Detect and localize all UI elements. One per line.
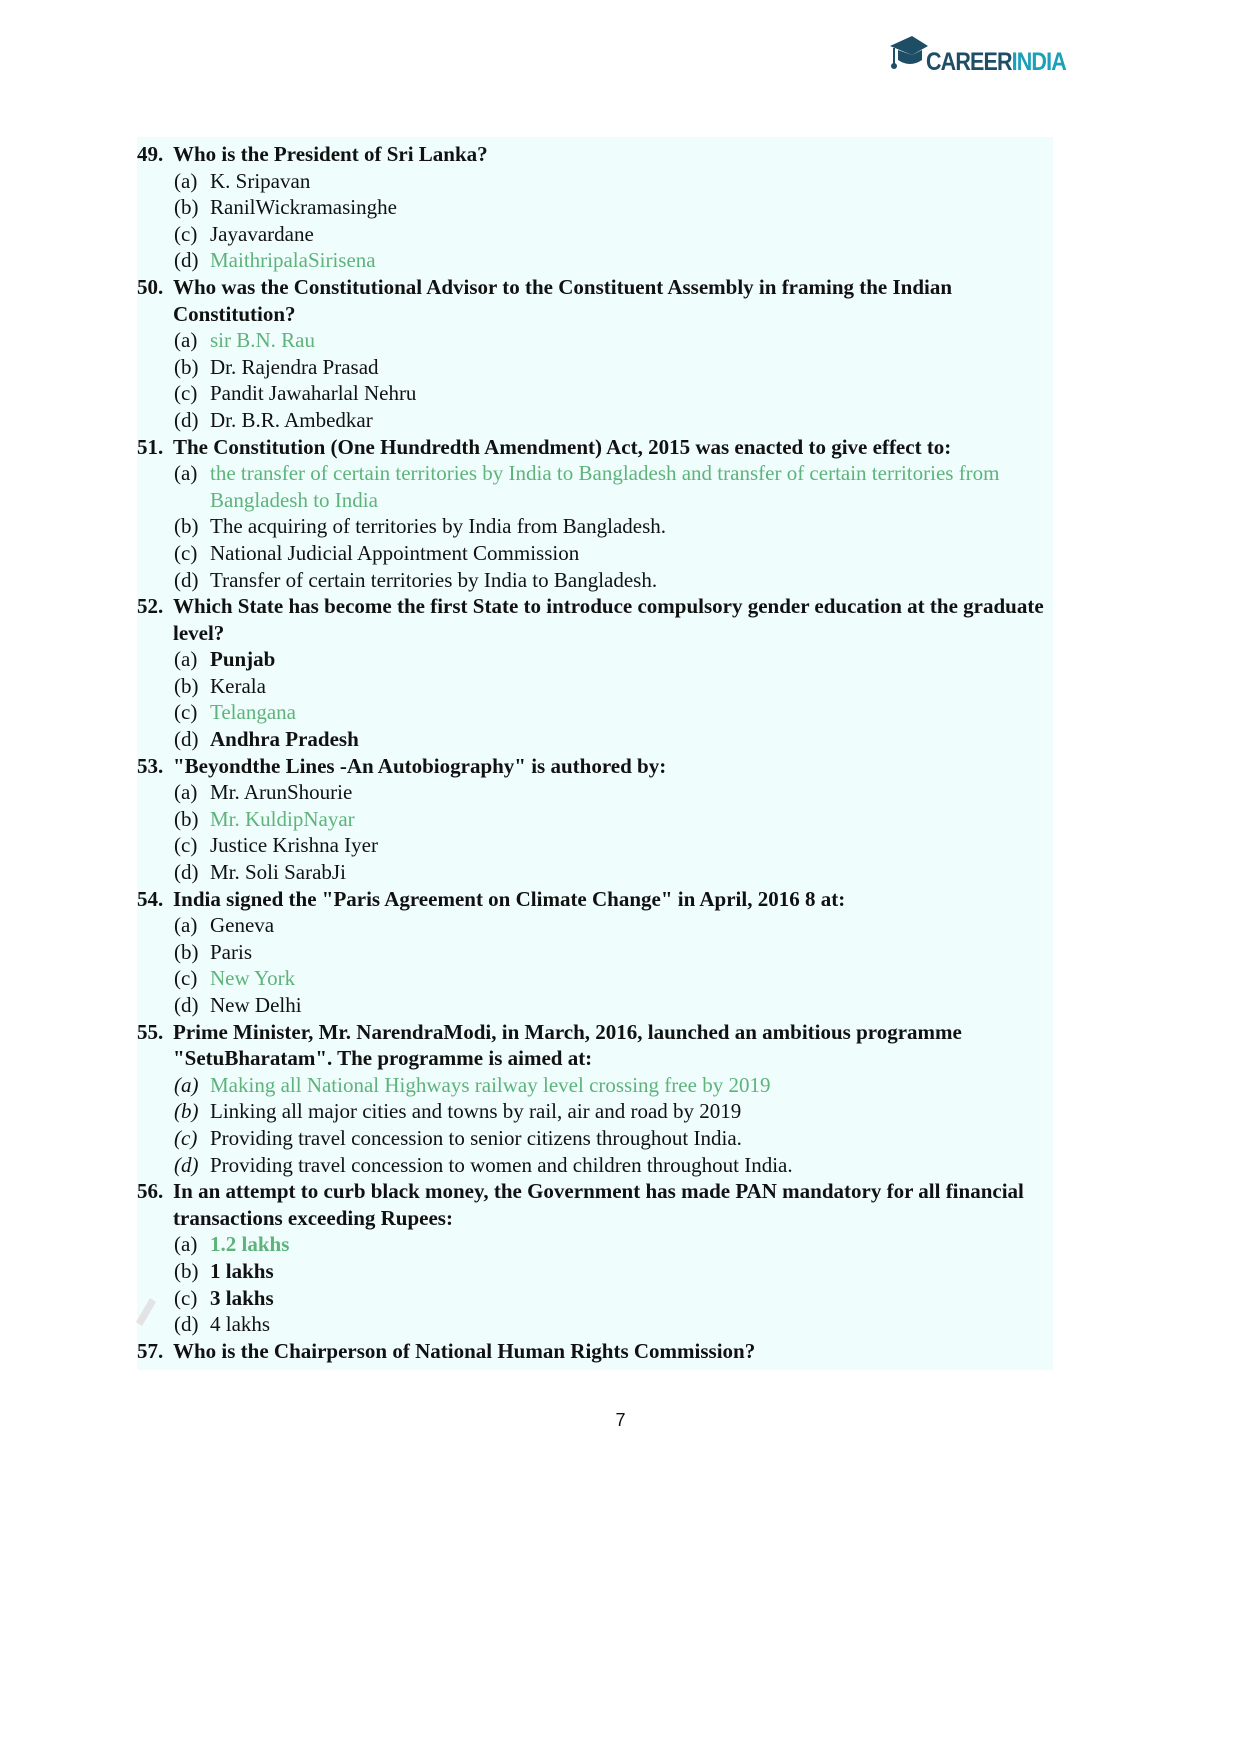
option xyxy=(137,194,1053,221)
option-label: (d) xyxy=(174,860,199,885)
question-text xyxy=(137,753,1053,780)
question-stem: Prime Minister, Mr. NarendraModi, in March, 2016, launched an ambitious programme "SetuBharatam". The programme is aimed at: xyxy=(173,1019,962,1071)
option xyxy=(137,939,1053,966)
option-text: 1.2 lakhs xyxy=(210,1232,290,1257)
careerindia-logo xyxy=(888,32,1088,84)
option xyxy=(137,513,1053,540)
option-label: (c) xyxy=(174,540,198,565)
option-label: (d) xyxy=(174,1312,199,1337)
option-correct xyxy=(137,806,1053,833)
option-text: Making all National Highways railway level crossing free by 2019 xyxy=(210,1072,771,1097)
option-label: (b) xyxy=(174,806,199,831)
option-correct xyxy=(137,1231,1053,1258)
option-text: New York xyxy=(210,966,296,991)
question-text xyxy=(137,1338,1053,1365)
option-text: Dr. B.R. Ambedkar xyxy=(210,407,373,432)
option xyxy=(137,1152,1053,1179)
option-text: Pandit Jawaharlal Nehru xyxy=(210,381,417,406)
option-label: (a) xyxy=(174,168,198,193)
option xyxy=(137,1258,1053,1285)
option-text: Paris xyxy=(210,939,252,964)
question-55 xyxy=(137,1019,1053,1179)
option xyxy=(137,1311,1053,1338)
option-label: (a) xyxy=(174,1232,198,1257)
option-text: Linking all major cities and towns by rail, air and road by 2019 xyxy=(210,1099,742,1124)
question-number: 52. xyxy=(137,594,164,619)
question-number: 53. xyxy=(137,753,164,778)
question-list xyxy=(137,141,1053,1364)
option-text: Punjab xyxy=(210,647,276,672)
option xyxy=(137,354,1053,381)
watermark-mark xyxy=(132,1292,162,1328)
question-56 xyxy=(137,1178,1053,1338)
question-number: 50. xyxy=(137,274,164,299)
question-text xyxy=(137,1019,1053,1072)
question-number: 49. xyxy=(137,142,164,166)
option xyxy=(137,779,1053,806)
option xyxy=(137,567,1053,594)
option-label: (c) xyxy=(174,1285,198,1310)
brand-name xyxy=(926,48,1066,77)
option xyxy=(137,646,1053,673)
option-correct xyxy=(137,327,1053,354)
option-correct xyxy=(137,247,1053,274)
option-correct xyxy=(137,1072,1053,1099)
graduation-cap-icon xyxy=(888,32,928,80)
option-label: (d) xyxy=(174,407,199,432)
option-text: 3 lakhs xyxy=(210,1285,274,1310)
option-correct xyxy=(137,965,1053,992)
option-label: (b) xyxy=(174,939,199,964)
option-text: New Delhi xyxy=(210,993,302,1017)
option-label: (d) xyxy=(174,727,199,752)
question-54 xyxy=(137,886,1053,1019)
question-stem: Who is the Chairperson of National Human Rights Commission? xyxy=(173,1338,756,1363)
question-number: 57. xyxy=(137,1338,164,1363)
option-label: (a) xyxy=(174,1072,199,1097)
option xyxy=(137,992,1053,1019)
question-stem: The Constitution (One Hundredth Amendment) Act, 2015 was enacted to give effect to: xyxy=(173,434,952,459)
question-stem: Who was the Constitutional Advisor to the Constituent Assembly in framing the Indian Constitution? xyxy=(173,274,953,326)
option-text: sir B.N. Rau xyxy=(210,328,315,353)
question-text xyxy=(137,274,1053,327)
option-label: (c) xyxy=(174,833,198,858)
question-stem: "Beyondthe Lines -An Autobiography" is authored by: xyxy=(173,753,667,778)
option-label: (b) xyxy=(174,1099,199,1124)
option xyxy=(137,1098,1053,1125)
option xyxy=(137,859,1053,886)
option-text: RanilWickramasinghe xyxy=(210,195,397,220)
option-label: (a) xyxy=(174,780,198,805)
question-number: 51. xyxy=(137,434,164,459)
option-text: Telangana xyxy=(210,700,296,725)
option-text: Providing travel concession to women and children throughout India. xyxy=(210,1152,793,1177)
question-stem: Who is the President of Sri Lanka? xyxy=(173,142,488,166)
brand-part1: CAREER xyxy=(926,48,1012,76)
question-53 xyxy=(137,753,1053,886)
option-label: (b) xyxy=(174,1258,199,1283)
option xyxy=(137,1125,1053,1152)
option xyxy=(137,1285,1053,1312)
option-label: (d) xyxy=(174,567,199,592)
option-label: (a) xyxy=(174,647,198,672)
question-52 xyxy=(137,593,1053,753)
option xyxy=(137,168,1053,195)
option-label: (a) xyxy=(174,461,198,486)
option xyxy=(137,912,1053,939)
question-text xyxy=(137,434,1053,461)
option-text: Jayavardane xyxy=(210,221,314,246)
option-text: Providing travel concession to senior citizens throughout India. xyxy=(210,1125,742,1150)
brand-part2: INDIA xyxy=(1011,48,1066,76)
question-text xyxy=(137,1178,1053,1231)
option-label: (a) xyxy=(174,328,198,353)
option-label: (c) xyxy=(174,381,198,406)
option xyxy=(137,221,1053,248)
option-text: 1 lakhs xyxy=(210,1258,274,1283)
question-stem: In an attempt to curb black money, the Government has made PAN mandatory for all financial transactions exceeding Rupees: xyxy=(173,1179,1024,1230)
option-text: Transfer of certain territories by India to Bangladesh. xyxy=(210,567,658,592)
question-number: 54. xyxy=(137,886,164,911)
option-text: National Judicial Appointment Commission xyxy=(210,540,580,565)
option-label: (c) xyxy=(174,221,198,246)
option-label: (c) xyxy=(174,700,198,725)
option-text: K. Sripavan xyxy=(210,168,311,193)
option xyxy=(137,380,1053,407)
question-number: 56. xyxy=(137,1179,164,1204)
option xyxy=(137,726,1053,753)
option xyxy=(137,832,1053,859)
question-panel xyxy=(137,137,1053,1370)
option-label: (d) xyxy=(174,1152,199,1177)
option-correct xyxy=(137,699,1053,726)
question-51 xyxy=(137,434,1053,594)
option-text: The acquiring of territories by India from Bangladesh. xyxy=(210,514,667,539)
question-50 xyxy=(137,274,1053,434)
option-label: (b) xyxy=(174,514,199,539)
question-text xyxy=(137,141,1053,168)
option-label: (b) xyxy=(174,354,199,379)
option xyxy=(137,540,1053,567)
option-label: (d) xyxy=(174,993,199,1017)
option-text: Andhra Pradesh xyxy=(210,727,359,752)
option-text: Dr. Rajendra Prasad xyxy=(210,354,379,379)
question-57 xyxy=(137,1338,1053,1365)
option xyxy=(137,407,1053,434)
option xyxy=(137,673,1053,700)
option-correct xyxy=(137,460,1053,513)
option-label: (d) xyxy=(174,248,199,273)
question-number: 55. xyxy=(137,1019,164,1044)
option-text: 4 lakhs xyxy=(210,1312,271,1337)
option-text: Mr. KuldipNayar xyxy=(210,806,355,831)
option-text: Justice Krishna Iyer xyxy=(210,833,378,858)
option-label: (b) xyxy=(174,673,199,698)
question-text xyxy=(137,593,1053,646)
question-stem: India signed the "Paris Agreement on Climate Change" in April, 2016 8 at: xyxy=(173,886,846,911)
option-text: Kerala xyxy=(210,673,266,698)
option-label: (a) xyxy=(174,913,198,938)
option-text: Geneva xyxy=(210,913,275,938)
option-text: Mr. Soli SarabJi xyxy=(210,860,346,885)
option-text: MaithripalaSirisena xyxy=(210,248,376,273)
option-text: the transfer of certain territories by India to Bangladesh and transfer of certain territories from Bangladesh to India xyxy=(210,461,1000,512)
question-stem: Which State has become the first State to introduce compulsory gender education at the graduate level? xyxy=(173,594,1044,645)
question-text xyxy=(137,886,1053,913)
option-text: Mr. ArunShourie xyxy=(210,780,353,805)
page-number: 7 xyxy=(615,1410,626,1430)
option-label: (c) xyxy=(174,1125,198,1150)
option-label: (b) xyxy=(174,195,199,220)
question-49 xyxy=(137,141,1053,274)
option-label: (c) xyxy=(174,966,198,991)
